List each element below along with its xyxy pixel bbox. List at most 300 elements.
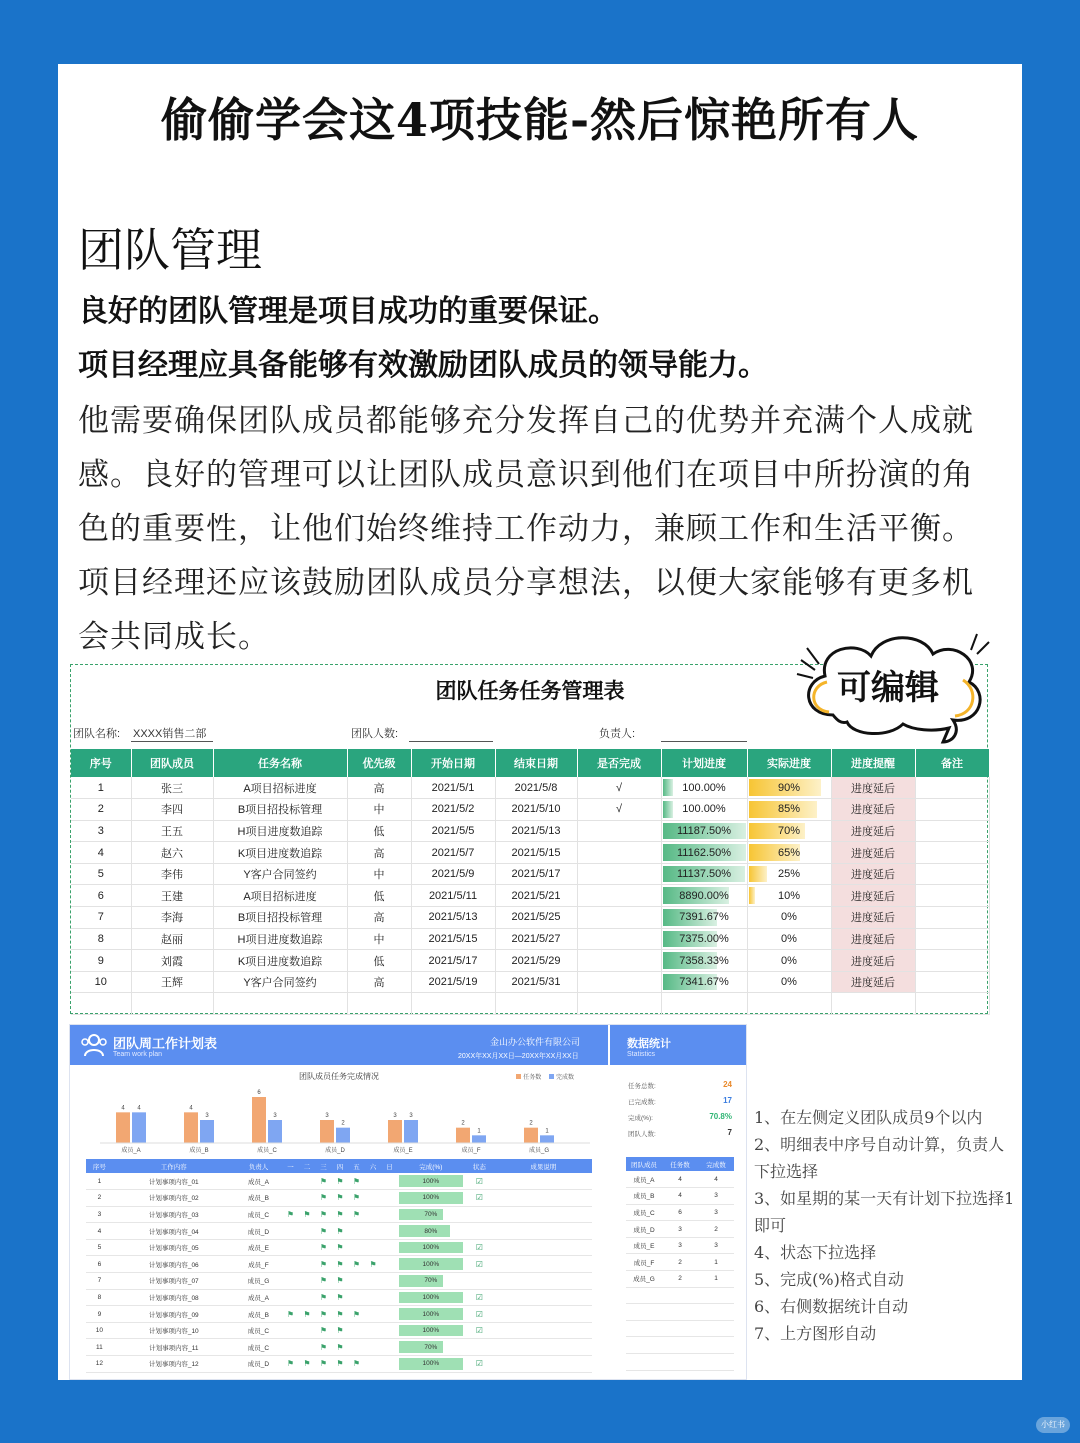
progress-reminder-cell: 进度延后 xyxy=(831,928,915,950)
task-row[interactable] xyxy=(71,971,989,993)
member-cell[interactable]: 刘霞 xyxy=(131,950,213,972)
status-cell[interactable] xyxy=(464,1339,495,1356)
empty-cell[interactable] xyxy=(347,993,411,1015)
day-cell[interactable] xyxy=(365,1306,382,1323)
member-cell[interactable]: 李海 xyxy=(131,907,213,929)
task-row-empty[interactable] xyxy=(71,993,989,1015)
day-cell[interactable] xyxy=(332,1306,349,1323)
day-cell[interactable] xyxy=(332,1239,349,1256)
weekly-col-header: 二 xyxy=(299,1159,316,1173)
result-note-cell[interactable] xyxy=(495,1173,592,1190)
note-cell[interactable] xyxy=(915,799,989,821)
status-cell[interactable] xyxy=(464,1356,495,1373)
day-cell[interactable] xyxy=(282,1256,299,1273)
end-date-cell[interactable]: 2021/5/21 xyxy=(495,885,577,907)
work-content-cell[interactable]: 计划事项内容_08 xyxy=(113,1289,235,1306)
empty-cell xyxy=(626,1287,662,1304)
priority-cell[interactable]: 中 xyxy=(347,863,411,885)
task-row[interactable] xyxy=(71,842,989,864)
day-cell[interactable] xyxy=(315,1173,332,1190)
empty-cell xyxy=(626,1354,662,1371)
priority-cell[interactable]: 低 xyxy=(347,885,411,907)
day-cell[interactable] xyxy=(332,1206,349,1223)
work-content-cell[interactable]: 计划事项内容_07 xyxy=(113,1273,235,1290)
status-cell[interactable] xyxy=(464,1173,495,1190)
member-cell[interactable]: 李伟 xyxy=(131,863,213,885)
plan-progress-value: 7375.00% xyxy=(679,932,729,945)
day-cell[interactable] xyxy=(315,1273,332,1290)
day-cell[interactable] xyxy=(365,1190,382,1207)
task-col-header: 计划进度 xyxy=(661,749,747,777)
note-item: 7、上方图形自动 xyxy=(754,1324,877,1343)
chart-data-label: 3 xyxy=(393,1113,397,1119)
priority-cell[interactable]: 低 xyxy=(347,950,411,972)
day-cell[interactable] xyxy=(282,1322,299,1339)
empty-cell[interactable] xyxy=(131,993,213,1015)
day-cell[interactable] xyxy=(365,1322,382,1339)
day-cell[interactable] xyxy=(282,1356,299,1373)
work-content-cell[interactable]: 计划事项内容_03 xyxy=(113,1206,235,1223)
day-cell[interactable] xyxy=(332,1173,349,1190)
day-cell[interactable] xyxy=(381,1339,398,1356)
priority-cell[interactable]: 中 xyxy=(347,799,411,821)
priority-cell[interactable]: 低 xyxy=(347,820,411,842)
member-cell[interactable]: 王五 xyxy=(131,820,213,842)
day-cell[interactable] xyxy=(315,1239,332,1256)
day-cell[interactable] xyxy=(348,1322,365,1339)
day-cell[interactable] xyxy=(332,1339,349,1356)
actual-progress-cell[interactable] xyxy=(747,863,831,885)
work-content-cell[interactable]: 计划事项内容_01 xyxy=(113,1173,235,1190)
completion-value: 100% xyxy=(422,1310,440,1318)
day-cell[interactable] xyxy=(365,1289,382,1306)
weekly-row[interactable] xyxy=(86,1322,592,1339)
end-date-cell[interactable]: 2021/5/17 xyxy=(495,863,577,885)
owner-cell[interactable]: 成员_F xyxy=(235,1256,283,1273)
done-cell[interactable] xyxy=(577,950,661,972)
done-cell[interactable]: √ xyxy=(577,799,661,821)
priority-cell[interactable]: 高 xyxy=(347,971,411,993)
end-date-cell[interactable]: 2021/5/29 xyxy=(495,950,577,972)
work-content-cell[interactable]: 计划事项内容_05 xyxy=(113,1239,235,1256)
task-name-cell[interactable]: Y客户合同签约 xyxy=(213,971,347,993)
day-cell[interactable] xyxy=(348,1273,365,1290)
empty-cell[interactable] xyxy=(213,993,347,1015)
flag-icon: ⚑ xyxy=(319,1309,328,1319)
status-cell[interactable] xyxy=(464,1223,495,1240)
owner-cell[interactable]: 成员_G xyxy=(235,1273,283,1290)
empty-cell[interactable] xyxy=(495,993,577,1015)
work-content-cell[interactable]: 计划事项内容_11 xyxy=(113,1339,235,1356)
day-cell[interactable] xyxy=(381,1322,398,1339)
empty-cell[interactable] xyxy=(661,993,747,1015)
plan-progress-cell xyxy=(661,885,747,907)
day-cell[interactable] xyxy=(299,1256,316,1273)
task-row[interactable] xyxy=(71,820,989,842)
end-date-cell[interactable]: 2021/5/13 xyxy=(495,820,577,842)
day-cell[interactable] xyxy=(381,1273,398,1290)
weekly-row[interactable] xyxy=(86,1223,592,1240)
actual-progress-cell[interactable] xyxy=(747,950,831,972)
day-cell[interactable] xyxy=(299,1306,316,1323)
result-note-cell[interactable] xyxy=(495,1223,592,1240)
result-note-cell[interactable] xyxy=(495,1289,592,1306)
member-cell[interactable]: 李四 xyxy=(131,799,213,821)
end-date-cell[interactable]: 2021/5/27 xyxy=(495,928,577,950)
empty-cell[interactable] xyxy=(831,993,915,1015)
day-cell[interactable] xyxy=(365,1173,382,1190)
day-cell[interactable] xyxy=(315,1190,332,1207)
task-name-cell[interactable]: B项目招投标管理 xyxy=(213,799,347,821)
member-stats-row xyxy=(626,1188,734,1205)
completion-cell xyxy=(398,1256,464,1273)
task-row[interactable] xyxy=(71,928,989,950)
task-name-cell[interactable]: A项目招标进度 xyxy=(213,885,347,907)
start-date-cell[interactable]: 2021/5/9 xyxy=(411,863,495,885)
day-cell[interactable] xyxy=(381,1190,398,1207)
empty-cell[interactable] xyxy=(577,993,661,1015)
status-cell[interactable] xyxy=(464,1273,495,1290)
priority-cell[interactable]: 高 xyxy=(347,777,411,799)
empty-cell xyxy=(662,1287,698,1304)
day-cell[interactable] xyxy=(332,1256,349,1273)
task-col-header: 实际进度 xyxy=(747,749,831,777)
weekly-row[interactable] xyxy=(86,1289,592,1306)
day-cell[interactable] xyxy=(282,1273,299,1290)
day-cell[interactable] xyxy=(365,1223,382,1240)
work-content-cell[interactable]: 计划事项内容_02 xyxy=(113,1190,235,1207)
day-cell[interactable] xyxy=(381,1356,398,1373)
task-col-header: 序号 xyxy=(71,749,131,777)
day-cell[interactable] xyxy=(348,1173,365,1190)
task-name-cell[interactable]: Y客户合同签约 xyxy=(213,863,347,885)
chart-data-label: 6 xyxy=(257,1090,261,1096)
stats-header xyxy=(610,1025,747,1065)
weekly-row[interactable] xyxy=(86,1190,592,1207)
weekly-col-header: 四 xyxy=(332,1159,349,1173)
progress-reminder-cell: 进度延后 xyxy=(831,971,915,993)
member-cell[interactable]: 王辉 xyxy=(131,971,213,993)
day-cell[interactable] xyxy=(315,1223,332,1240)
chart-bar xyxy=(336,1128,350,1143)
owner-field[interactable] xyxy=(661,741,747,742)
note-item: 1、在左侧定义团队成员9个以内 xyxy=(754,1108,983,1127)
start-date-cell[interactable]: 2021/5/1 xyxy=(411,777,495,799)
day-cell[interactable] xyxy=(381,1306,398,1323)
actual-progress-cell[interactable] xyxy=(747,820,831,842)
editable-badge xyxy=(793,620,993,750)
day-cell[interactable] xyxy=(282,1223,299,1240)
weekly-row[interactable] xyxy=(86,1339,592,1356)
member-cell[interactable]: 赵丽 xyxy=(131,928,213,950)
actual-progress-cell[interactable] xyxy=(747,799,831,821)
day-cell[interactable] xyxy=(381,1256,398,1273)
owner-cell[interactable]: 成员_E xyxy=(235,1239,283,1256)
day-cell[interactable] xyxy=(381,1289,398,1306)
day-cell[interactable] xyxy=(315,1256,332,1273)
weekly-row[interactable] xyxy=(86,1256,592,1273)
work-content-cell[interactable]: 计划事项内容_04 xyxy=(113,1223,235,1240)
day-cell[interactable] xyxy=(348,1206,365,1223)
actual-progress-cell[interactable] xyxy=(747,842,831,864)
weekly-col-header: 一 xyxy=(282,1159,299,1173)
day-cell[interactable] xyxy=(348,1239,365,1256)
day-cell[interactable] xyxy=(365,1239,382,1256)
day-cell[interactable] xyxy=(282,1289,299,1306)
result-note-cell[interactable] xyxy=(495,1206,592,1223)
weekly-row-number: 5 xyxy=(86,1239,113,1256)
day-cell[interactable] xyxy=(365,1356,382,1373)
status-cell[interactable] xyxy=(464,1322,495,1339)
day-cell[interactable] xyxy=(282,1306,299,1323)
task-row[interactable] xyxy=(71,907,989,929)
start-date-cell[interactable]: 2021/5/2 xyxy=(411,799,495,821)
day-cell[interactable] xyxy=(365,1339,382,1356)
result-note-cell[interactable] xyxy=(495,1339,592,1356)
day-cell[interactable] xyxy=(348,1339,365,1356)
chart-data-label: 2 xyxy=(461,1120,465,1127)
start-date-cell[interactable]: 2021/5/17 xyxy=(411,950,495,972)
actual-progress-cell[interactable] xyxy=(747,928,831,950)
day-cell[interactable] xyxy=(315,1339,332,1356)
content-card xyxy=(58,64,1022,1380)
task-name-cell[interactable]: A项目招标进度 xyxy=(213,777,347,799)
day-cell[interactable] xyxy=(381,1223,398,1240)
weekly-row-number: 8 xyxy=(86,1289,113,1306)
status-cell[interactable] xyxy=(464,1289,495,1306)
progress-reminder-cell: 进度延后 xyxy=(831,907,915,929)
end-date-cell[interactable]: 2021/5/10 xyxy=(495,799,577,821)
work-content-cell[interactable]: 计划事项内容_12 xyxy=(113,1356,235,1373)
day-cell[interactable] xyxy=(299,1173,316,1190)
actual-progress-cell[interactable] xyxy=(747,971,831,993)
day-cell[interactable] xyxy=(348,1356,365,1373)
day-cell[interactable] xyxy=(282,1173,299,1190)
weekly-row[interactable] xyxy=(86,1306,592,1323)
start-date-cell[interactable]: 2021/5/13 xyxy=(411,907,495,929)
check-icon: ☑ xyxy=(475,1292,483,1302)
plan-progress-value: 7358.33% xyxy=(679,954,729,967)
task-row[interactable] xyxy=(71,799,989,821)
done-cell[interactable] xyxy=(577,907,661,929)
empty-cell xyxy=(698,1304,734,1321)
day-cell[interactable] xyxy=(282,1206,299,1223)
owner-cell[interactable]: 成员_C xyxy=(235,1206,283,1223)
flag-icon: ⚑ xyxy=(319,1176,328,1186)
start-date-cell[interactable]: 2021/5/7 xyxy=(411,842,495,864)
member-stats-col-header: 任务数 xyxy=(662,1157,698,1171)
owner-cell[interactable]: 成员_D xyxy=(235,1356,283,1373)
actual-progress-cell[interactable] xyxy=(747,907,831,929)
actual-progress-bar xyxy=(749,866,768,883)
done-cell[interactable] xyxy=(577,928,661,950)
work-content-cell[interactable]: 计划事项内容_10 xyxy=(113,1322,235,1339)
owner-cell[interactable]: 成员_C xyxy=(235,1339,283,1356)
owner-cell[interactable]: 成员_C xyxy=(235,1322,283,1339)
weekly-row[interactable] xyxy=(86,1206,592,1223)
done-cell[interactable] xyxy=(577,971,661,993)
member-cell[interactable]: 张三 xyxy=(131,777,213,799)
day-cell[interactable] xyxy=(315,1206,332,1223)
task-name-cell[interactable]: K项目进度数追踪 xyxy=(213,950,347,972)
note-cell[interactable] xyxy=(915,885,989,907)
start-date-cell[interactable]: 2021/5/19 xyxy=(411,971,495,993)
actual-progress-cell[interactable] xyxy=(747,885,831,907)
day-cell[interactable] xyxy=(299,1289,316,1306)
empty-cell xyxy=(698,1337,734,1354)
day-cell[interactable] xyxy=(282,1239,299,1256)
task-name-cell[interactable]: H项目进度数追踪 xyxy=(213,928,347,950)
day-cell[interactable] xyxy=(282,1339,299,1356)
task-row[interactable] xyxy=(71,777,989,799)
team-size-field[interactable] xyxy=(409,741,493,742)
priority-cell[interactable]: 中 xyxy=(347,928,411,950)
member-stats-row xyxy=(626,1254,734,1271)
member-stats-row xyxy=(626,1237,734,1254)
completion-value: 70% xyxy=(424,1343,438,1351)
note-cell[interactable] xyxy=(915,907,989,929)
day-cell[interactable] xyxy=(348,1190,365,1207)
day-cell[interactable] xyxy=(299,1239,316,1256)
priority-cell[interactable]: 高 xyxy=(347,907,411,929)
owner-cell[interactable]: 成员_B xyxy=(235,1306,283,1323)
day-cell[interactable] xyxy=(348,1256,365,1273)
day-cell[interactable] xyxy=(381,1239,398,1256)
result-note-cell[interactable] xyxy=(495,1322,592,1339)
result-note-cell[interactable] xyxy=(495,1306,592,1323)
empty-cell[interactable] xyxy=(747,993,831,1015)
done-cell[interactable] xyxy=(577,842,661,864)
task-name-cell[interactable]: H项目进度数追踪 xyxy=(213,820,347,842)
empty-cell[interactable] xyxy=(411,993,495,1015)
actual-progress-cell[interactable] xyxy=(747,777,831,799)
plan-progress-value: 8890.00% xyxy=(679,889,729,902)
day-cell[interactable] xyxy=(299,1206,316,1223)
note-cell[interactable] xyxy=(915,928,989,950)
task-row[interactable] xyxy=(71,950,989,972)
status-cell[interactable] xyxy=(464,1256,495,1273)
day-cell[interactable] xyxy=(365,1256,382,1273)
result-note-cell[interactable] xyxy=(495,1190,592,1207)
owner-cell[interactable]: 成员_B xyxy=(235,1190,283,1207)
work-content-cell[interactable]: 计划事项内容_09 xyxy=(113,1306,235,1323)
owner-cell[interactable]: 成员_D xyxy=(235,1223,283,1240)
status-cell[interactable] xyxy=(464,1206,495,1223)
day-cell[interactable] xyxy=(282,1190,299,1207)
day-cell[interactable] xyxy=(332,1322,349,1339)
day-cell[interactable] xyxy=(348,1289,365,1306)
team-name-value[interactable]: XXXX销售二部 xyxy=(133,728,207,740)
day-cell[interactable] xyxy=(299,1339,316,1356)
weekly-row[interactable] xyxy=(86,1239,592,1256)
member-stats-header xyxy=(626,1157,734,1171)
progress-reminder-cell: 进度延后 xyxy=(831,950,915,972)
actual-progress-value: 0% xyxy=(781,976,797,989)
flag-icon: ⚑ xyxy=(336,1342,344,1352)
day-cell[interactable] xyxy=(348,1306,365,1323)
completion-cell xyxy=(398,1173,464,1190)
day-cell[interactable] xyxy=(299,1190,316,1207)
result-note-cell[interactable] xyxy=(495,1239,592,1256)
end-date-cell[interactable]: 2021/5/8 xyxy=(495,777,577,799)
day-cell[interactable] xyxy=(332,1273,349,1290)
day-cell[interactable] xyxy=(315,1356,332,1373)
owner-cell[interactable]: 成员_A xyxy=(235,1173,283,1190)
empty-cell[interactable] xyxy=(915,993,989,1015)
day-cell[interactable] xyxy=(299,1356,316,1373)
day-cell[interactable] xyxy=(315,1289,332,1306)
day-cell[interactable] xyxy=(315,1306,332,1323)
plan-progress-cell xyxy=(661,799,747,821)
day-cell[interactable] xyxy=(332,1289,349,1306)
day-cell[interactable] xyxy=(381,1206,398,1223)
note-cell[interactable] xyxy=(915,820,989,842)
day-cell[interactable] xyxy=(365,1273,382,1290)
note-cell[interactable] xyxy=(915,777,989,799)
empty-cell xyxy=(662,1304,698,1321)
owner-cell[interactable]: 成员_A xyxy=(235,1289,283,1306)
note-cell[interactable] xyxy=(915,950,989,972)
note-cell[interactable] xyxy=(915,842,989,864)
day-cell[interactable] xyxy=(332,1223,349,1240)
result-note-cell[interactable] xyxy=(495,1356,592,1373)
plan-progress-cell xyxy=(661,863,747,885)
end-date-cell[interactable]: 2021/5/25 xyxy=(495,907,577,929)
day-cell[interactable] xyxy=(348,1223,365,1240)
done-cell[interactable] xyxy=(577,863,661,885)
day-cell[interactable] xyxy=(299,1273,316,1290)
day-cell[interactable] xyxy=(299,1322,316,1339)
progress-reminder-cell: 进度延后 xyxy=(831,799,915,821)
start-date-cell[interactable]: 2021/5/15 xyxy=(411,928,495,950)
start-date-cell[interactable]: 2021/5/5 xyxy=(411,820,495,842)
member-stats-row-empty xyxy=(626,1354,734,1371)
day-cell[interactable] xyxy=(381,1173,398,1190)
note-cell[interactable] xyxy=(915,971,989,993)
weekly-row[interactable] xyxy=(86,1273,592,1290)
task-row[interactable] xyxy=(71,885,989,907)
weekly-row[interactable] xyxy=(86,1356,592,1373)
task-name-cell[interactable]: K项目进度数追踪 xyxy=(213,842,347,864)
status-cell[interactable] xyxy=(464,1239,495,1256)
result-note-cell[interactable] xyxy=(495,1256,592,1273)
task-row[interactable] xyxy=(71,863,989,885)
result-note-cell[interactable] xyxy=(495,1273,592,1290)
day-cell[interactable] xyxy=(315,1322,332,1339)
member-cell[interactable]: 赵六 xyxy=(131,842,213,864)
done-cell[interactable]: √ xyxy=(577,777,661,799)
status-cell[interactable] xyxy=(464,1190,495,1207)
empty-cell[interactable] xyxy=(71,993,131,1015)
done-cell[interactable] xyxy=(577,820,661,842)
done-cell[interactable] xyxy=(577,885,661,907)
weekly-row[interactable] xyxy=(86,1173,592,1190)
priority-cell[interactable]: 高 xyxy=(347,842,411,864)
member-stats-cell: 2 xyxy=(698,1221,734,1238)
note-cell[interactable] xyxy=(915,863,989,885)
day-cell[interactable] xyxy=(299,1223,316,1240)
task-name-cell[interactable]: B项目招投标管理 xyxy=(213,907,347,929)
start-date-cell[interactable]: 2021/5/11 xyxy=(411,885,495,907)
day-cell[interactable] xyxy=(365,1206,382,1223)
status-cell[interactable] xyxy=(464,1306,495,1323)
work-content-cell[interactable]: 计划事项内容_06 xyxy=(113,1256,235,1273)
day-cell[interactable] xyxy=(332,1356,349,1373)
member-cell[interactable]: 王建 xyxy=(131,885,213,907)
day-cell[interactable] xyxy=(332,1190,349,1207)
end-date-cell[interactable]: 2021/5/31 xyxy=(495,971,577,993)
end-date-cell[interactable]: 2021/5/15 xyxy=(495,842,577,864)
